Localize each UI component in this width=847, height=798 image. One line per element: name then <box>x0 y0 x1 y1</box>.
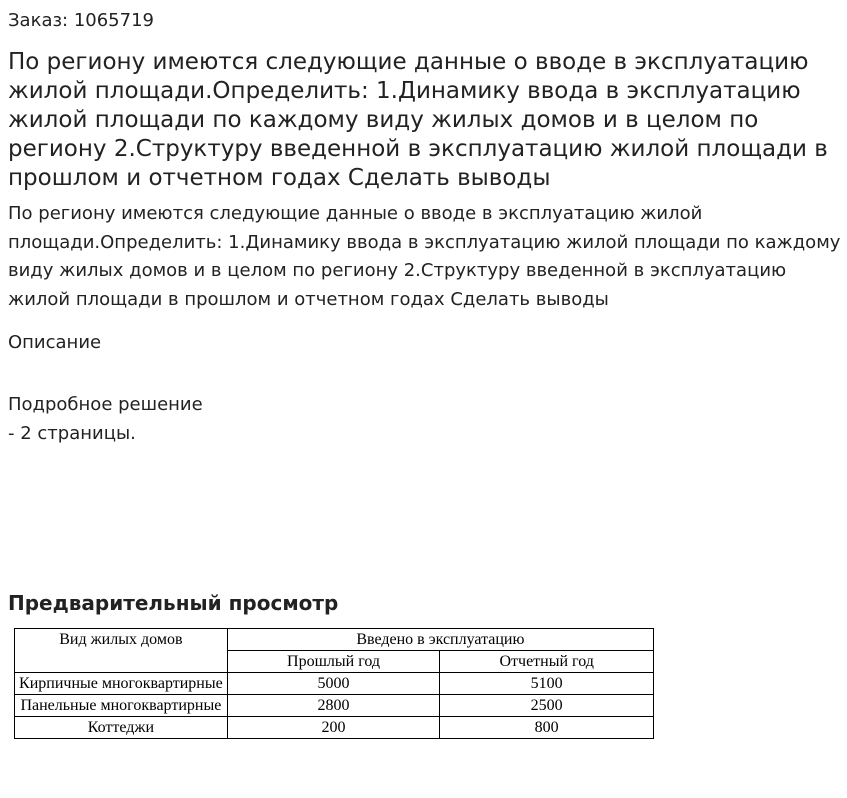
header-commissioned: Введено в эксплуатацию <box>227 629 653 651</box>
header-current-year: Отчетный год <box>440 651 654 673</box>
row-prev-cell: 2800 <box>227 695 440 717</box>
task-description: По региону имеются следующие данные о вводе в эксплуатацию жилой площади.Определить: 1.Динамику ввода в эксплуатацию жилой площади по каждому виду жилых домов и в целом по региону 2.Структуру введенной в эксплуатацию жилой площади в прошлом и отчетном годах Сделать выводы <box>8 203 841 310</box>
row-type-cell: Коттеджи <box>15 717 228 739</box>
header-housing-type: Вид жилых домов <box>15 629 228 673</box>
preview-heading: Предварительный просмотр <box>8 591 339 615</box>
page-title: По региону имеются следующие данные о вводе в эксплуатацию жилой площади.Определить: 1.Динамику ввода в эксплуатацию жилой площади по каждому виду жилых домов и в целом по региону 2.Структуру введенной в эксплуатацию жилой площади в прошлом и отчетном годах Сделать выводы <box>8 49 828 191</box>
table-row <box>15 695 654 717</box>
description-label: Описание <box>8 332 102 353</box>
row-curr-cell: 5100 <box>440 673 654 695</box>
row-prev-cell: 5000 <box>227 673 440 695</box>
row-type-cell: Кирпичные многоквартирные <box>15 673 228 695</box>
table-row <box>15 717 654 739</box>
pages-count: - 2 страницы. <box>8 423 136 444</box>
row-prev-cell: 200 <box>227 717 440 739</box>
preview-table <box>14 628 654 739</box>
row-curr-cell: 800 <box>440 717 654 739</box>
row-type-cell: Панельные многоквартирные <box>15 695 228 717</box>
header-previous-year: Прошлый год <box>227 651 440 673</box>
row-curr-cell: 2500 <box>440 695 654 717</box>
table-row <box>15 673 654 695</box>
order-number: Заказ: 1065719 <box>8 10 154 31</box>
table-header-row <box>15 629 654 651</box>
solution-label: Подробное решение <box>8 394 203 415</box>
